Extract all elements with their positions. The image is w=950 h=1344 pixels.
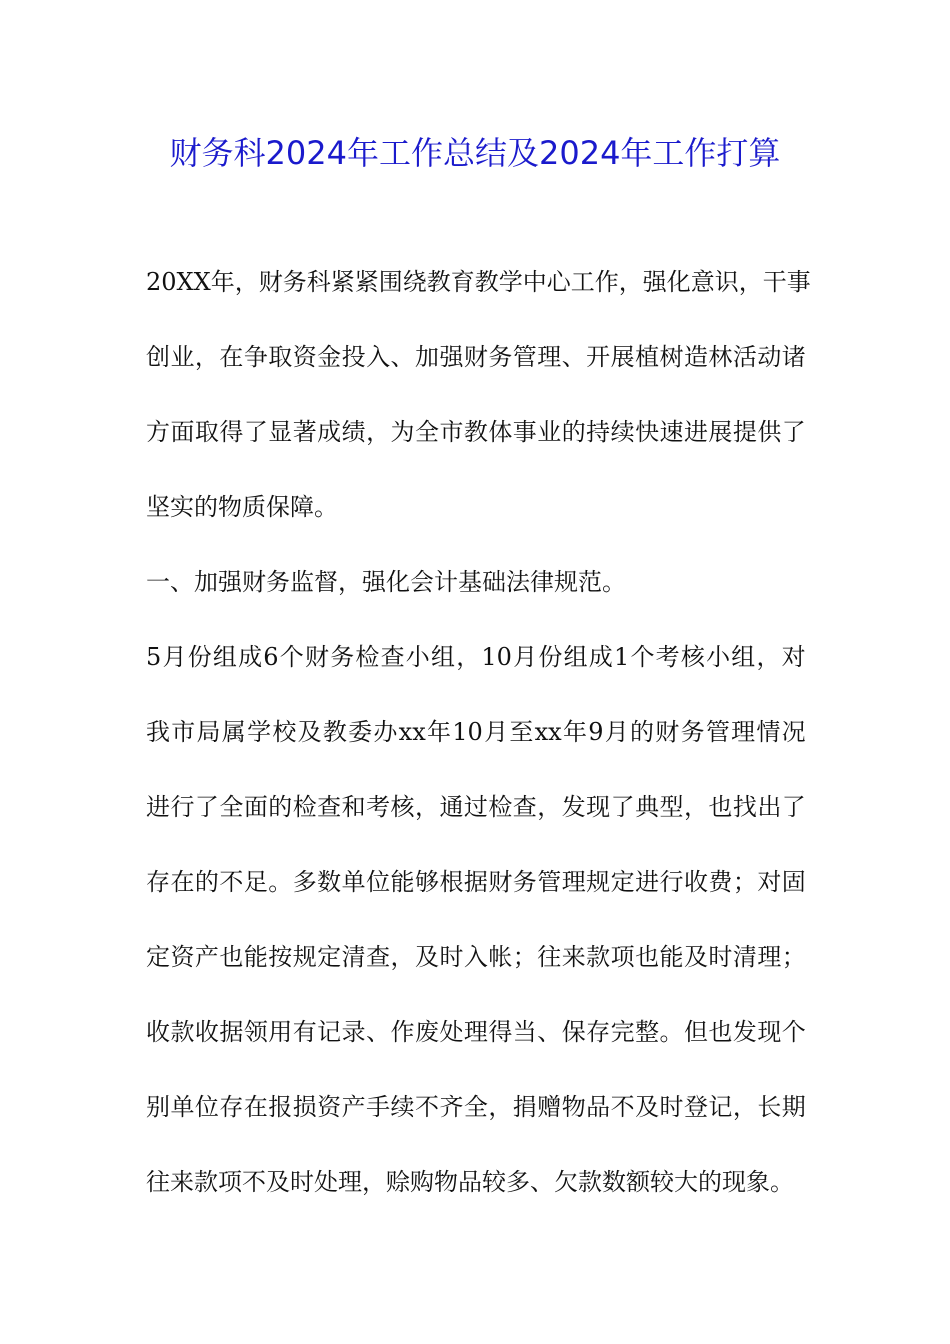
- text-line: 进 行 了 全 面 的 检 查 和 考 核 ， 通 过 检 查 ， 发 现 了 典 型 ， 也 找 出 了: [146, 793, 806, 821]
- text-line: 我 市 局 属 学 校 及 教 委 办 xx 年 10 月 至 xx 年 9 月 的 财 务 管 理 情 况: [146, 718, 806, 746]
- text-line: 方 面 取 得 了 显 著 成 绩 ， 为 全 市 教 体 事 业 的 持 续 快 速 进 展 提 供 了: [146, 418, 806, 446]
- text-line: 别 单 位 存 在 报 损 资 产 手 续 不 齐 全 ， 捐 赠 物 品 不 及 时 登 记 ， 长 期: [146, 1093, 806, 1121]
- document-body: [146, 262, 811, 1237]
- text-line: 收 款 收 据 领 用 有 记 录 、 作 废 处 理 得 当 、 保 存 完 整 。 但 也 发 现 个: [146, 1018, 806, 1046]
- text-line: 坚实的物质保障。: [146, 493, 338, 521]
- document-title: 财务科2024年工作总结及2024年工作打算: [169, 134, 781, 172]
- text-line: 定 资 产 也 能 按 规 定 清 查 ， 及 时 入 帐 ； 往 来 款 项 也 能 及 时 清 理 ；: [146, 943, 806, 971]
- text-line: 往来款项不及时处理，赊购物品较多、欠款数额较大的现象。: [146, 1168, 794, 1196]
- text-line: 5 月 份 组 成 6 个 财 务 检 查 小 组 ， 10 月 份 组 成 1 个 考 核 小 组 ， 对: [146, 643, 806, 671]
- text-line: 一、加强财务监督，强化会计基础法律规范。: [146, 568, 626, 596]
- text-line: 创 业 ， 在 争 取 资 金 投 入 、 加 强 财 务 管 理 、 开 展 植 树 造 林 活 动 诸: [146, 343, 806, 371]
- text-line: 20XX 年 ， 财 务 科 紧 紧 围 绕 教 育 教 学 中 心 工 作 ， 强 化 意 识 ， 干 事: [146, 268, 811, 296]
- text-line: 存 在 的 不 足 。 多 数 单 位 能 够 根 据 财 务 管 理 规 定 进 行 收 费 ； 对 固: [146, 868, 806, 896]
